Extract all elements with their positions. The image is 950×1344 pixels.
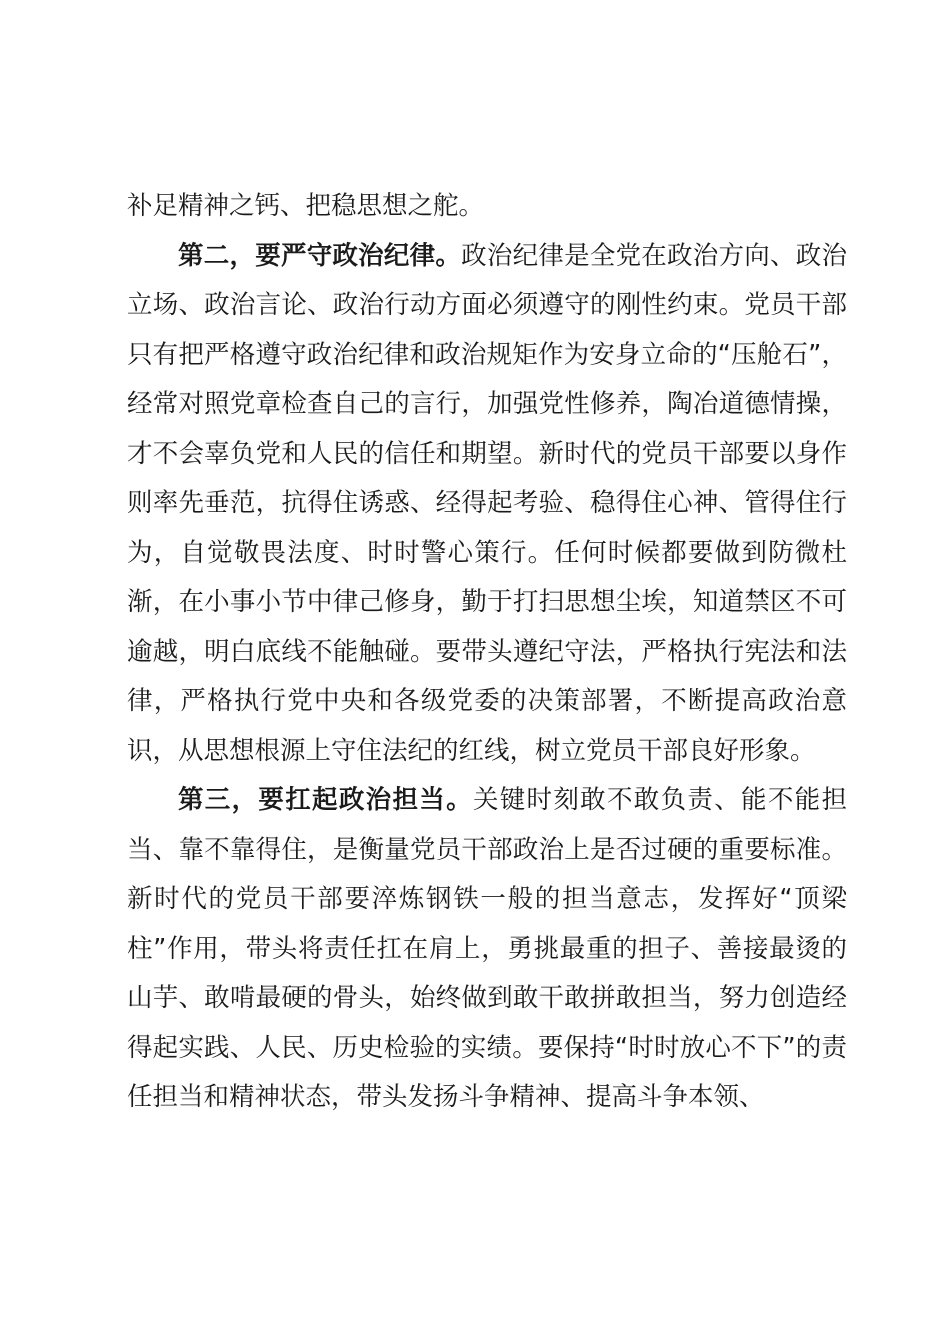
document-body	[127, 182, 847, 1123]
paragraph-heading: 第二，要严守政治纪律。	[178, 240, 462, 271]
paragraph-political-discipline	[127, 232, 847, 777]
paragraph-continuation	[127, 182, 847, 232]
paragraph-text: 政治纪律是全党在政治方向、政治立场、政治言论、政治行动方面必须遵守的刚性约束。党员干部只有把严格遵守政治纪律和政治规矩作为安身立命的“压舱石”，经常对照党章检查自己的言行，加强党性修养，陶冶道德情操，才不会辜负党和人民的信任和期望。新时代的党员干部要以身作则率先垂范，抗得住诱惑、经得起考验、稳得住心神、管得住行为，自觉敬畏法度、时时警心策行。任何时候都要做到防微杜渐，在小事小节中律己修身，勤于打扫思想尘埃，知道禁区不可逾越，明白底线不能触碰。要带头遵纪守法，严格执行宪法和法律，严格执行党中央和各级党委的决策部署，不断提高政治意识，从思想根源上守住法纪的红线，树立党员干部良好形象。	[127, 240, 847, 766]
paragraph-text: 补足精神之钙、把稳思想之舵。	[127, 191, 485, 221]
paragraph-political-responsibility	[127, 776, 847, 1123]
paragraph-text: 关键时刻敢不敢负责、能不能担当、靠不靠得住，是衡量党员干部政治上是否过硬的重要标准。新时代的党员干部要淬炼钢铁一般的担当意志，发挥好“顶梁柱”作用，带头将责任扛在肩上，勇挑最重的担子、善接最烫的山芋、敢啃最硬的骨头，始终做到敢干敢拼敢担当，努力创造经得起实践、人民、历史检验的实绩。要保持“时时放心不下”的责任担当和精神状态，带头发扬斗争精神、提高斗争本领、	[127, 785, 847, 1112]
paragraph-heading: 第三，要扛起政治担当。	[178, 785, 473, 815]
